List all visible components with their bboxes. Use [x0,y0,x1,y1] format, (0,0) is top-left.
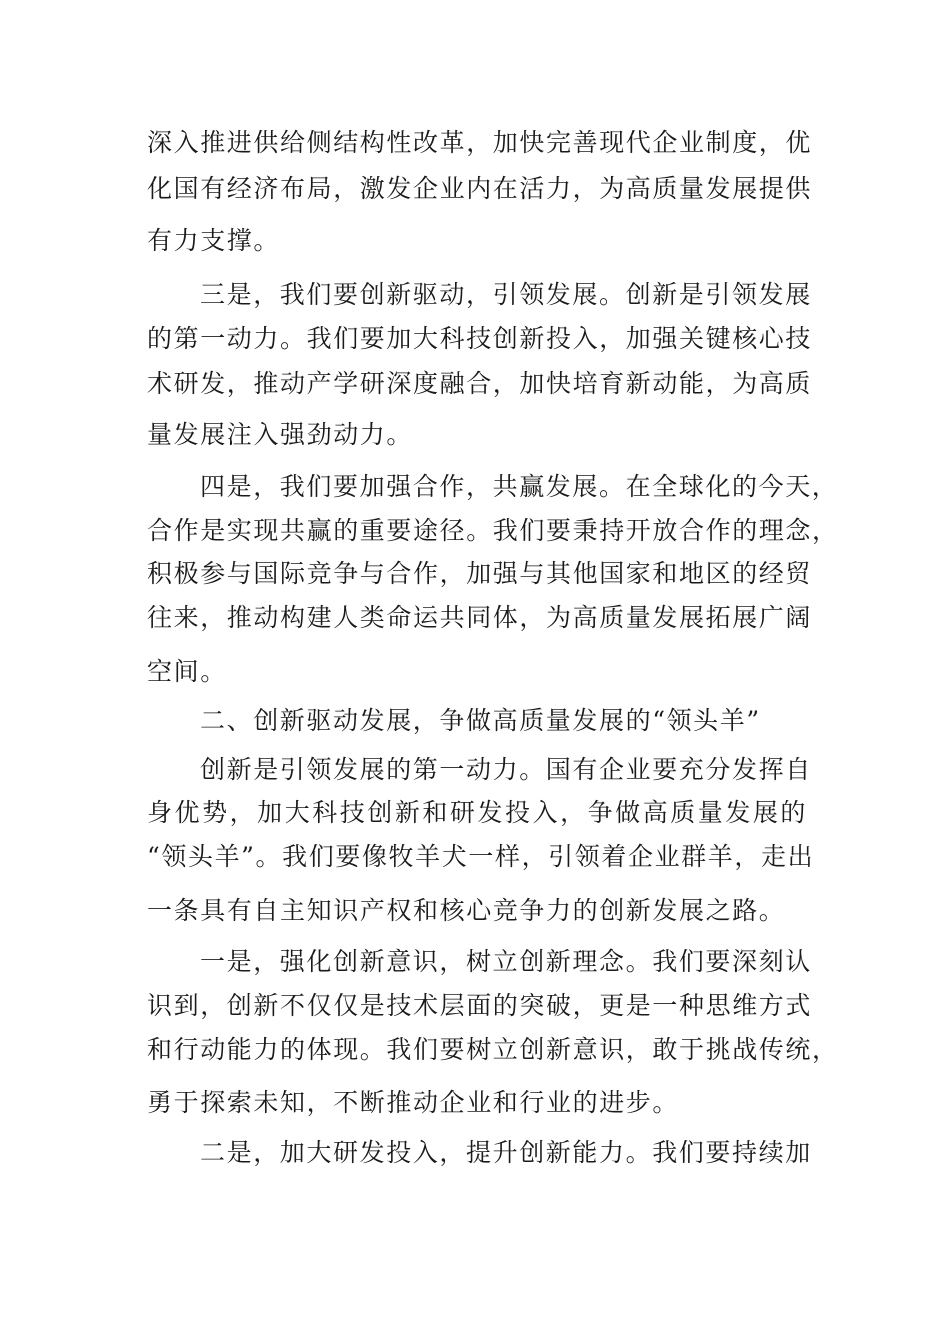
text-line: 有力支撑。 [147,226,281,255]
text-line: 识到，创新不仅仅是技术层面的突破，更是一种思维方式 [147,991,813,1020]
text-line: 空间。 [147,657,227,686]
paragraph-start-line: 三是，我们要创新驱动，引领发展。创新是引领发展 [200,280,812,309]
text-line: 积极参与国际竞争与合作，加强与其他国家和地区的经贸 [147,559,813,588]
text-line: 勇于探索未知，不断推动企业和行业的进步。 [147,1088,680,1117]
text-line: 身优势，加大科技创新和研发投入，争做高质量发展的 [147,798,807,827]
paragraph-start-line: 创新是引领发展的第一动力。国有企业要充分发挥自 [200,755,812,784]
text-line: “领头羊”。我们要像牧羊犬一样，引领着企业群羊，走出 [147,842,815,871]
paragraph-start-line: 二是，加大研发投入，提升创新能力。我们要持续加 [200,1138,812,1167]
text-line: 和行动能力的体现。我们要树立创新意识，敢于挑战传统， [147,1035,839,1064]
section-heading: 二、创新驱动发展，争做高质量发展的“领头羊” [200,706,761,735]
text-line: 合作是实现共赢的重要途径。我们要秉持开放合作的理念， [147,516,839,545]
paragraph-start-line: 四是，我们要加强合作，共赢发展。在全球化的今天， [200,472,839,501]
text-line: 往来，推动构建人类命运共同体，为高质量发展拓展广阔 [147,603,813,632]
text-line: 深入推进供给侧结构性改革，加快完善现代企业制度，优 [147,128,813,157]
text-line: 量发展注入强劲动力。 [147,420,414,449]
paragraph-start-line: 一是，强化创新意识，树立创新理念。我们要深刻认 [200,947,812,976]
text-line: 的第一动力。我们要加大科技创新投入，加强关键核心技 [147,324,813,353]
text-line: 一条具有自主知识产权和核心竞争力的创新发展之路。 [147,896,786,925]
text-line: 术研发，推动产学研深度融合，加快培育新动能，为高质 [147,369,813,398]
text-line: 化国有经济布局，激发企业内在活力，为高质量发展提供 [147,174,813,203]
